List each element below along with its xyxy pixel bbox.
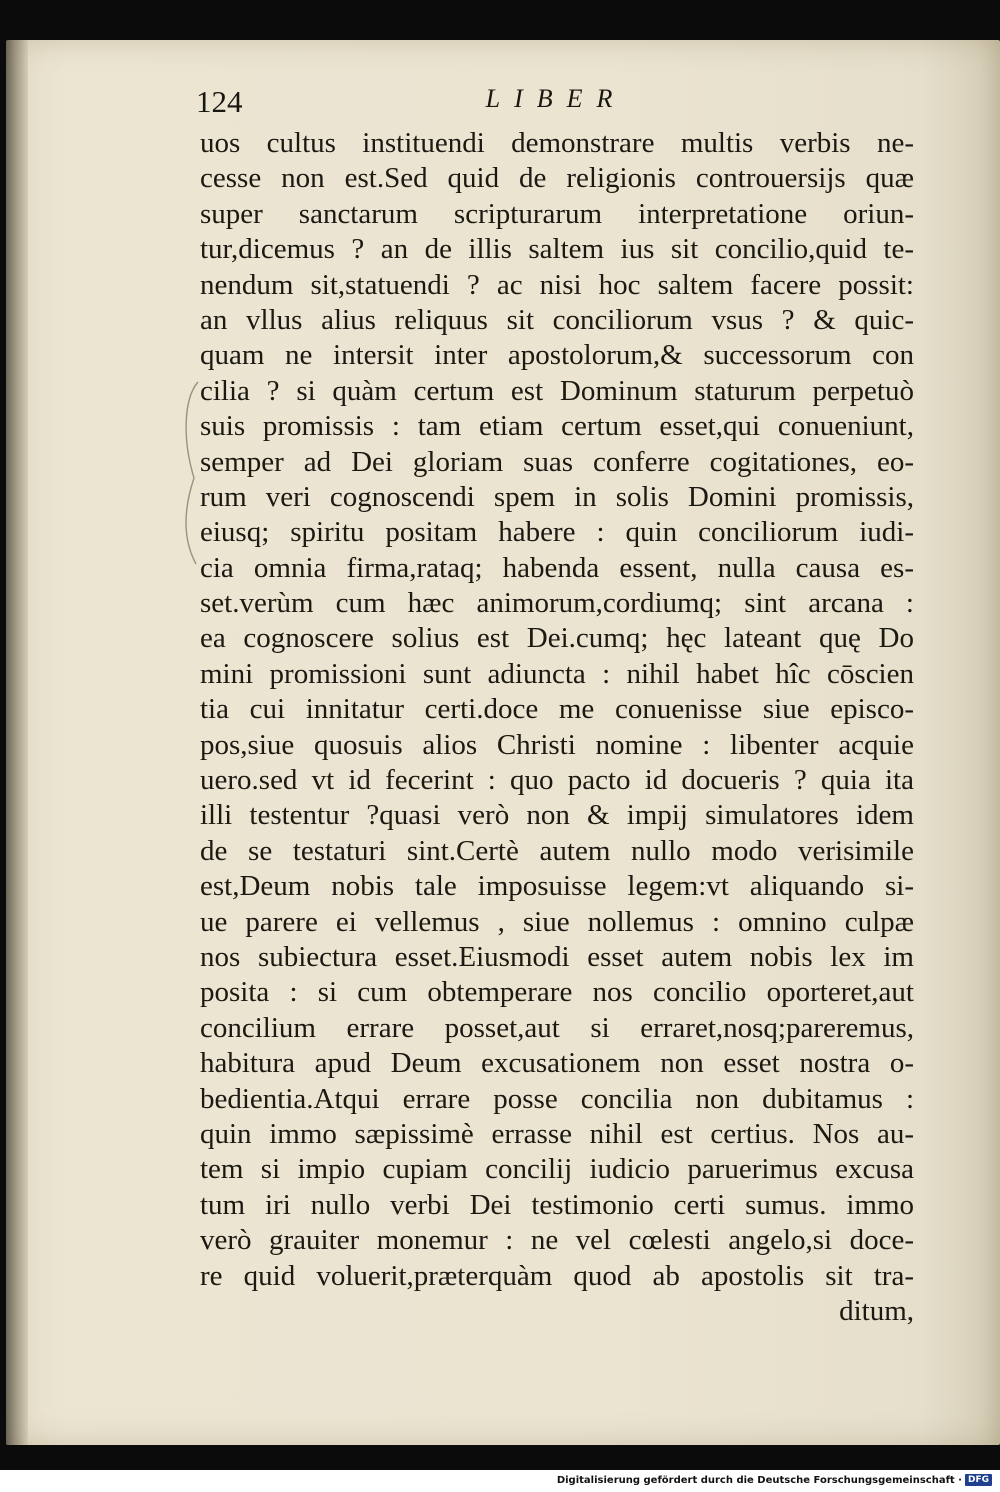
text-line: set.verùm cum hæc animorum,cordiumq; sint arcana :: [200, 587, 914, 620]
text-line: tia cui innitatur certi.doce me conuenisse siue episco-: [200, 693, 914, 726]
text-line: eiusq; spiritu positam habere : quin conciliorum iudi-: [200, 516, 914, 549]
text-line: de se testaturi sint.Certè autem nullo modo verisimile: [200, 834, 914, 867]
page-number: 124: [196, 84, 243, 119]
text-line: mini promissioni sunt adiuncta : nihil habet hîc cōscien: [200, 657, 914, 690]
text-line: cesse non est.Sed quid de religionis controuersijs quæ: [200, 162, 914, 195]
text-line: tem si impio cupiam concilij iudicio paruerimus excusa: [200, 1153, 914, 1186]
text-line: nos subiectura esset.Eiusmodi esset autem nobis lex im: [200, 940, 914, 973]
body-text: [200, 126, 914, 1329]
text-line: semper ad Dei gloriam suas conferre cogitationes, eo-: [200, 445, 914, 478]
text-line: tum iri nullo verbi Dei testimonio certi sumus. immo: [200, 1188, 914, 1221]
page-binding-edge: [6, 40, 28, 1445]
text-line: quin immo sæpissimè errasse nihil est certius. Nos au-: [200, 1117, 914, 1150]
text-line: ue parere ei vellemus , siue nollemus : omnino culpæ: [200, 905, 914, 938]
text-line: ea cognoscere solius est Dei.cumq; hęc lateant quę Do: [200, 622, 914, 655]
text-line: uos cultus instituendi demonstrare multis verbis ne-: [200, 127, 914, 159]
digitization-credit: [557, 1474, 992, 1486]
text-line: illi testentur ?quasi verò non & impij simulatores idem: [200, 799, 914, 832]
text-line: an vllus alius reliquus sit conciliorum vsus ? & quic-: [200, 303, 914, 336]
text-line: habitura apud Deum excusationem non esset nostra o-: [200, 1047, 914, 1080]
page-header: [196, 84, 916, 120]
text-line: cia omnia firma,rataq; habenda essent, nulla causa es-: [200, 551, 914, 584]
text-line: concilium errare posset,aut si erraret,nosq;pareremus,: [200, 1011, 914, 1044]
text-line: cilia ? si quàm certum est Dominum staturum perpetuò: [200, 374, 914, 407]
text-line: ditum,: [839, 1294, 914, 1327]
text-line: est,Deum nobis tale imposuisse legem:vt aliquando si-: [200, 870, 914, 903]
text-line: re quid voluerit,præterquàm quod ab apostolis sit tra-: [200, 1259, 914, 1292]
text-line: rum veri cognoscendi spem in solis Domini promissis,: [200, 480, 914, 513]
text-line: suis promissis : tam etiam certum esset,qui conueniunt,: [200, 410, 914, 443]
text-line: bedientia.Atqui errare posse concilia non dubitamus :: [200, 1082, 914, 1115]
text-line: tur,dicemus ? an de illis saltem ius sit concilio,quid te-: [200, 233, 914, 266]
text-line: quam ne intersit inter apostolorum,& successorum con: [200, 339, 914, 372]
text-line: verò grauiter monemur : ne vel cœlesti angelo,si doce-: [200, 1224, 914, 1257]
text-line: pos,siue quosuis alios Christi nomine : libenter acquie: [200, 728, 914, 761]
text-line: uero.sed vt id fecerint : quo pacto id docueris ? quia ita: [200, 764, 914, 797]
running-title: LIBER: [485, 84, 627, 113]
text-line: super sanctarum scripturarum interpretatione oriun-: [200, 197, 914, 230]
text-line: posita : si cum obtemperare nos concilio oporteret,aut: [200, 976, 914, 1009]
dfg-logo: DFG: [965, 1474, 992, 1486]
credit-text: Digitalisierung gefördert durch die Deutsche Forschungsgemeinschaft ·: [556, 1474, 962, 1486]
text-line: nendum sit,statuendi ? ac nisi hoc saltem facere possit:: [200, 268, 914, 301]
